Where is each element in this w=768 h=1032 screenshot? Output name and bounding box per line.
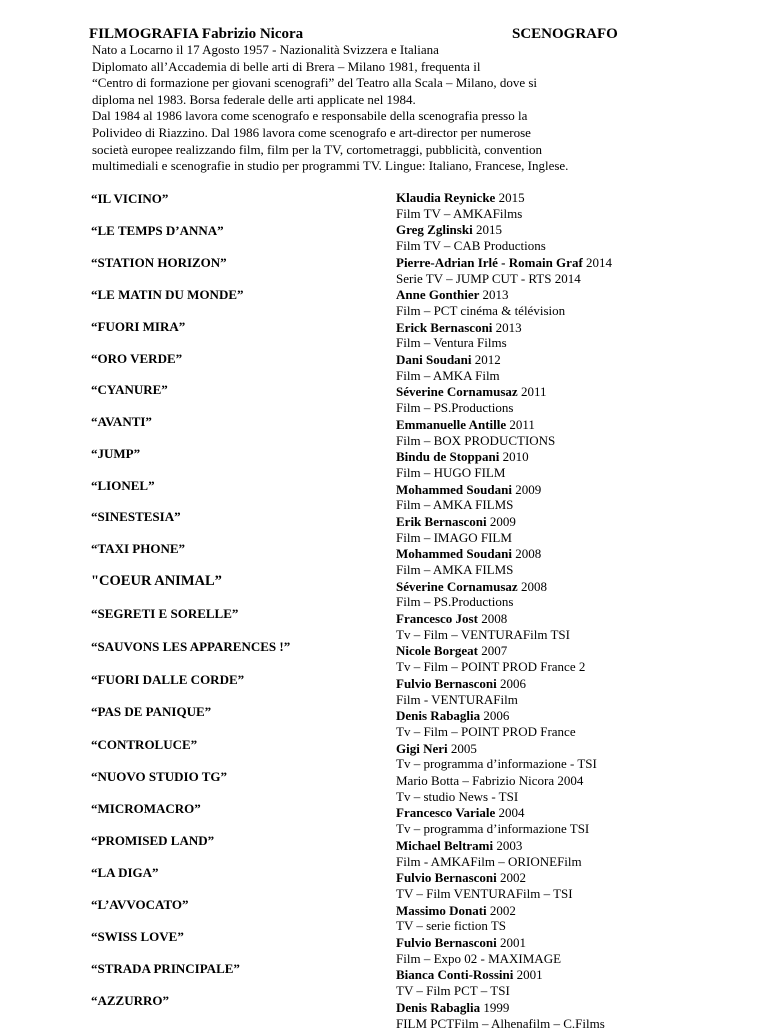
production-info: FILM PCTFilm – Alhenafilm – C.Films (396, 1015, 605, 1031)
credit-entry (396, 514, 736, 546)
director-name: Bindu de Stoppani (396, 449, 500, 465)
director-name: Anne Gonthier (396, 287, 480, 303)
bio-line: diploma nel 1983. Borsa federale delle arti applicate nel 1984. (92, 91, 416, 107)
production-info: Tv – Film – POINT PROD France 2 (396, 659, 586, 675)
production-info: Film – Expo 02 - MAXIMAGE (396, 950, 562, 966)
credit-entry (396, 352, 736, 384)
credit-year: 1999 (483, 999, 510, 1015)
credit-entry (396, 384, 736, 416)
production-info: Film – AMKA Film (396, 367, 500, 383)
director-name: Erik Bernasconi (396, 513, 487, 529)
production-info: Film - VENTURAFilm (396, 691, 518, 707)
production-info: Film - AMKAFilm – ORIONEFilm (396, 853, 582, 869)
credit-entry (396, 773, 736, 805)
credit-entry (396, 190, 736, 222)
production-info: Film – IMAGO FILM (396, 529, 512, 545)
director-name: Séverine Cornamusaz (396, 384, 518, 400)
production-info: Film – AMKA FILMS (396, 562, 514, 578)
film-title: “L’AVVOCATO” (91, 897, 189, 912)
credit-year: 2003 (496, 837, 523, 853)
production-info: TV – serie fiction TS (396, 918, 507, 934)
credit-entry (396, 838, 736, 870)
credit-entry (396, 1000, 736, 1032)
bio-line: Dal 1984 al 1986 lavora come scenografo e responsabile della scenografia presso la (92, 108, 528, 124)
director-name: Erick Bernasconi (396, 319, 493, 335)
production-info: Film – PCT cinéma & télévision (396, 302, 566, 318)
director-name: Massimo Donati (396, 902, 487, 918)
bio-line: Nato a Locarno il 17 Agosto 1957 - Nazionalità Svizzera e Italiana (92, 42, 439, 57)
director-name: Fulvio Bernasconi (396, 870, 497, 886)
credit-entry (396, 643, 736, 675)
director-name: Dani Soudani (396, 351, 472, 367)
credit-year: 2013 (495, 319, 522, 335)
credit-year: 2002 (500, 870, 527, 886)
credit-year: 2008 (520, 578, 547, 594)
credit-year: 2006 (483, 708, 510, 724)
bio-line: “Centro di formazione per giovani scenografi” del Teatro alla Scala – Milano, dove si (92, 75, 538, 91)
film-title: “STRADA PRINCIPALE” (91, 961, 240, 976)
film-title: “LE MATIN DU MONDE” (91, 287, 244, 302)
production-info: Tv – programma d’informazione TSI (396, 821, 590, 837)
credit-entry (396, 935, 736, 967)
production-info: Film TV – AMKAFilms (396, 205, 523, 221)
film-title: “LE TEMPS D’ANNA” (91, 223, 224, 238)
film-title: “LIONEL” (91, 478, 155, 493)
credit-entry (396, 676, 736, 708)
credit-year: 2009 (515, 481, 542, 497)
director-name: Mohammed Soudani (396, 546, 512, 562)
film-title: “LA DIGA” (91, 865, 159, 880)
film-title: “SAUVONS LES APPARENCES !” (91, 639, 291, 654)
film-title: “CONTROLUCE” (91, 737, 198, 752)
credit-entry (396, 870, 736, 902)
credit-year: 2001 (500, 934, 527, 950)
credit-entry (396, 741, 736, 773)
biography (92, 42, 692, 175)
credit-entry (396, 482, 736, 514)
credit-year: Mario Botta – Fabrizio Nicora 2004 (396, 773, 584, 789)
credit-entry (396, 967, 736, 999)
production-info: TV – Film VENTURAFilm – TSI (396, 886, 573, 901)
document-title: FILMOGRAFIA Fabrizio Nicora (89, 26, 304, 42)
film-title: “IL VICINO” (91, 191, 169, 206)
production-info: Tv – Film – VENTURAFilm TSI (396, 626, 570, 642)
film-title: “AZZURRO” (91, 993, 170, 1008)
production-info: Tv – Film – POINT PROD France (396, 724, 576, 740)
production-info: Film TV – CAB Productions (396, 238, 546, 254)
film-title: “PAS DE PANIQUE” (91, 704, 212, 719)
director-name: Klaudia Reynicke (396, 190, 496, 205)
credit-year: 2001 (516, 967, 543, 983)
film-title: “CYANURE” (91, 382, 168, 397)
credit-year: 2015 (498, 190, 525, 205)
credit-entry (396, 287, 736, 319)
film-title: “TAXI PHONE” (91, 541, 186, 556)
film-title: “NUOVO STUDIO TG” (91, 769, 228, 784)
film-title: “MICROMACRO” (91, 801, 201, 816)
credit-entry (396, 320, 736, 352)
director-name: Pierre-Adrian Irlé - Romain Graf (396, 254, 583, 270)
production-info: Tv – programma d’informazione - TSI (396, 756, 597, 772)
production-info: Serie TV – JUMP CUT - RTS 2014 (396, 270, 581, 286)
film-title: “AVANTI” (91, 414, 152, 429)
credit-year: 2015 (475, 222, 502, 238)
credit-year: 2008 (481, 611, 508, 627)
production-info: Film – Ventura Films (396, 335, 507, 351)
production-info: Film – PS.Productions (396, 594, 514, 610)
credit-entry (396, 222, 736, 254)
credit-entry (396, 255, 736, 287)
credit-year: 2014 (586, 254, 613, 270)
director-name: Denis Rabaglia (396, 708, 481, 724)
production-info: TV – Film PCT – TSI (396, 983, 510, 999)
credit-entry (396, 417, 736, 449)
director-name: Francesco Jost (396, 611, 478, 627)
director-name: Fulvio Bernasconi (396, 934, 497, 950)
credit-entry (396, 579, 736, 611)
film-credits-list (396, 190, 736, 1032)
credit-year: 2005 (450, 740, 477, 756)
director-name: Emmanuelle Antille (396, 416, 507, 432)
production-info: Tv – studio News - TSI (396, 788, 519, 804)
credit-entry (396, 805, 736, 837)
credit-year: 2011 (509, 416, 535, 432)
production-info: Film – HUGO FILM (396, 464, 506, 480)
credit-year: 2007 (481, 643, 508, 659)
credit-year: 2008 (515, 546, 542, 562)
film-title: “ORO VERDE” (91, 351, 183, 366)
credit-year: 2002 (489, 902, 516, 918)
film-title: "COEUR ANIMAL” (91, 573, 222, 589)
film-title: “STATION HORIZON” (91, 255, 227, 270)
credit-entry (396, 708, 736, 740)
film-title: “JUMP” (91, 446, 141, 461)
director-name: Francesco Variale (396, 805, 496, 821)
credit-year: 2011 (520, 384, 547, 400)
credit-entry (396, 903, 736, 935)
credit-year: 2013 (482, 287, 509, 303)
credit-entry (396, 546, 736, 578)
director-name: Bianca Conti-Rossini (396, 967, 514, 983)
film-title: “FUORI MIRA” (91, 319, 186, 334)
role-title: SCENOGRAFO (512, 26, 618, 42)
director-name: Mohammed Soudani (396, 481, 512, 497)
film-title: “FUORI DALLE CORDE” (91, 672, 245, 687)
director-name: Fulvio Bernasconi (396, 675, 497, 691)
film-title: “PROMISED LAND” (91, 833, 215, 848)
credit-year: 2004 (498, 805, 525, 821)
credit-year: 2010 (502, 449, 529, 465)
credit-entry (396, 449, 736, 481)
film-title: “SINESTESIA” (91, 509, 181, 524)
director-name: Nicole Borgeat (396, 643, 478, 659)
bio-line: Polivideo di Riazzino. Dal 1986 lavora come scenografo e art-director per numerose (92, 124, 531, 140)
production-info: Film – AMKA FILMS (396, 497, 514, 513)
production-info: Film – BOX PRODUCTIONS (396, 432, 556, 448)
director-name: Gigi Neri (396, 740, 448, 756)
film-title: “SWISS LOVE” (91, 929, 184, 944)
credit-year: 2006 (500, 675, 527, 691)
production-info: Film – PS.Productions (396, 400, 514, 416)
credit-year: 2012 (474, 351, 501, 367)
bio-line: società europee realizzando film, film per la TV, cortometraggi, pubblicità, convention (92, 141, 543, 157)
bio-line: multimediali e scenografie in studio per programmi TV. Lingue: Italiano, Francese, Inglese. (92, 158, 569, 174)
director-name: Michael Beltrami (396, 837, 494, 853)
film-title: “SEGRETI E SORELLE” (91, 606, 239, 621)
director-name: Denis Rabaglia (396, 999, 481, 1015)
director-name: Greg Zglinski (396, 222, 473, 238)
credit-year: 2009 (489, 513, 516, 529)
bio-line: Diplomato all’Accademia di belle arti di Brera – Milano 1981, frequenta il (92, 58, 481, 74)
director-name: Séverine Cornamusaz (396, 578, 518, 594)
credit-entry (396, 611, 736, 643)
